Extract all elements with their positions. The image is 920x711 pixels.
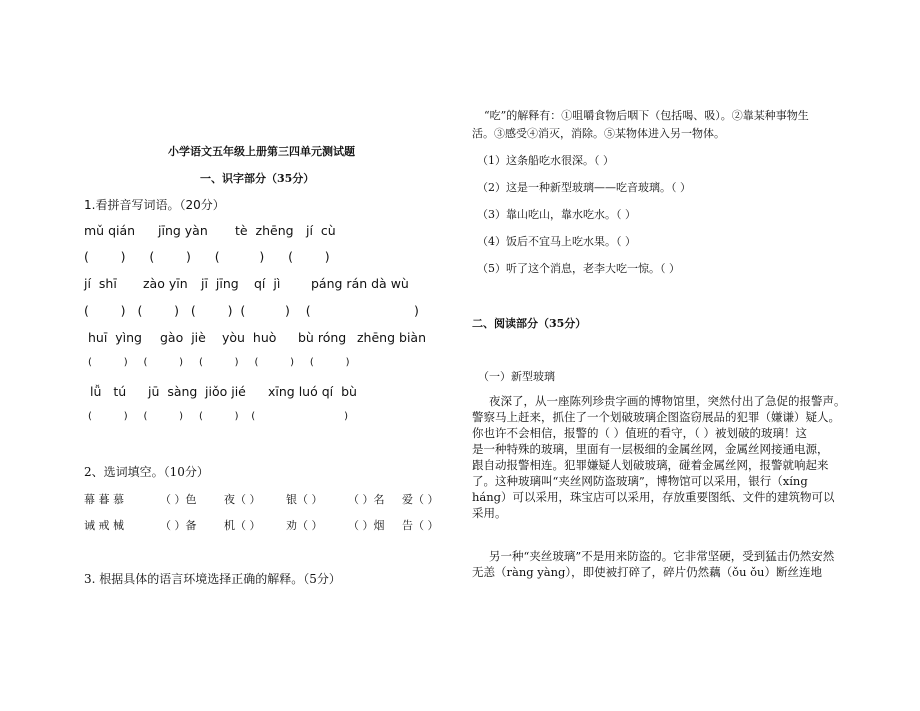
pinyin-item: qí jì — [254, 276, 281, 291]
section-heading-reading: 二、阅读部分（35分） — [472, 317, 587, 330]
fill-blank-item[interactable]: 告（ ） — [402, 519, 439, 532]
fill-blank-item[interactable]: 爱（ ） — [402, 493, 439, 506]
section-heading-literacy: 一、识字部分（35分） — [200, 172, 315, 185]
pinyin-item: zhēng biàn — [357, 330, 426, 345]
word-group: 诫 戒 械 — [84, 519, 124, 532]
pinyin-item: gào jiè — [160, 330, 206, 345]
pinyin-item: xīng luó qí bù — [268, 384, 357, 399]
pinyin-item: yòu huò — [222, 330, 277, 345]
pinyin-item: zào yīn — [143, 276, 188, 291]
pinyin-item: páng rán dà wù — [311, 276, 409, 291]
definition-line: “吃”的解释有：①咀嚼食物后咽下（包括喝、吸）。②靠某种事物生 — [484, 109, 809, 122]
choice-item[interactable]: （4）饭后不宜马上吃水果。（ ） — [477, 235, 636, 248]
fill-blank-item[interactable]: 机（ ） — [224, 519, 261, 532]
pinyin-item: mǔ qián — [84, 223, 136, 238]
pinyin-item: jí shī — [84, 276, 117, 291]
question-1-title: 1.看拼音写词语。（20分） — [84, 198, 225, 212]
fill-blank-item[interactable]: （ ）色 — [160, 493, 197, 506]
choice-item[interactable]: （1）这条船吃水很深。（ ） — [477, 154, 614, 167]
fill-blank-item[interactable]: 夜（ ） — [224, 493, 261, 506]
fill-blank-item[interactable]: 劝（ ） — [286, 519, 323, 532]
definition-line: 活。③感受④消灭，消除。⑤某物体进入另一物体。 — [472, 127, 725, 140]
choice-item[interactable]: （5）听了这个消息，老李大吃一惊。（ ） — [477, 262, 680, 275]
pinyin-item: tè zhēng — [235, 223, 294, 238]
passage-line: 夜深了，从一座陈列珍贵字画的博物馆里，突然付出了急促的报警声。 — [489, 394, 846, 408]
choice-item[interactable]: （3）靠山吃山，靠水吃水。（ ） — [477, 208, 636, 221]
choice-item[interactable]: （2）这是一种新型玻璃——吃音玻璃。（ ） — [477, 181, 691, 194]
fill-blank-item[interactable]: （ ）烟 — [348, 519, 385, 532]
passage-paragraph-2 — [472, 548, 834, 580]
exam-title: 小学语文五年级上册第三四单元测试题 — [168, 145, 355, 158]
passage-title: （一）新型玻璃 — [478, 370, 555, 383]
pinyin-item: huī yìng — [88, 330, 142, 345]
passage-line: 你也许不会相信，报警的（ ）值班的看守，（ ）被划破的玻璃！这 — [472, 426, 808, 440]
passage-line: 另一种“夹丝玻璃”不是用来防盗的。它非常坚硬，受到猛击仍然安然 — [489, 549, 835, 563]
fill-blank-item[interactable]: 银（ ） — [286, 493, 323, 506]
passage-line: 警察马上赶来，抓住了一个划破玻璃企图盗窃展品的犯罪（嫌谦）疑人。 — [472, 410, 840, 424]
pinyin-item: jí cù — [306, 223, 336, 238]
fill-blank-item[interactable]: （ ）名 — [348, 493, 385, 506]
word-group: 幕 暮 慕 — [84, 493, 124, 506]
passage-paragraph-1 — [472, 393, 846, 521]
answer-blanks-row[interactable]: ( ) ( ) ( ) ( ) — [84, 249, 330, 264]
pinyin-item: bù róng — [298, 330, 347, 345]
question-2-title: 2、选词填空。（10分） — [84, 465, 209, 479]
passage-line: 无恙（ràng yàng），即使被打碎了，碎片仍然藕（ǒu ǒu）断丝连地 — [472, 565, 822, 579]
pinyin-item: jiǒo jié — [205, 384, 246, 399]
answer-blanks-row[interactable]: ( ) ( ) ( ) ( ) ( ) — [84, 303, 419, 318]
answer-blanks-row[interactable]: ( ) ( ) ( ) ( ) — [88, 411, 349, 422]
passage-line: háng）可以采用，珠宝店可以采用，存放重要图纸、文件的建筑物可以 — [472, 490, 835, 504]
pinyin-item: jū sàng — [148, 384, 198, 399]
passage-line: 了。这种玻璃叫“夹丝网防盗玻璃”，博物馆可以采用，银行（xíng — [472, 474, 808, 488]
fill-blank-item[interactable]: （ ）备 — [160, 519, 197, 532]
question-3-title: 3. 根据具体的语言环境选择正确的解释。（5分） — [84, 572, 341, 586]
passage-line: 采用。 — [472, 506, 507, 520]
passage-line: 是一种特殊的玻璃，里面有一层极细的金属丝网，金属丝网接通电源， — [472, 442, 829, 456]
pinyin-item: jīng yàn — [158, 223, 208, 238]
pinyin-item: lǚ tú — [90, 384, 127, 399]
pinyin-item: jī jīng — [201, 276, 239, 291]
answer-blanks-row[interactable]: ( ) ( ) ( ) ( ) ( ) — [88, 357, 350, 368]
passage-line: 跟自动报警相连。犯罪嫌疑人划破玻璃，碰着金属丝网，报警就响起来 — [472, 458, 829, 472]
